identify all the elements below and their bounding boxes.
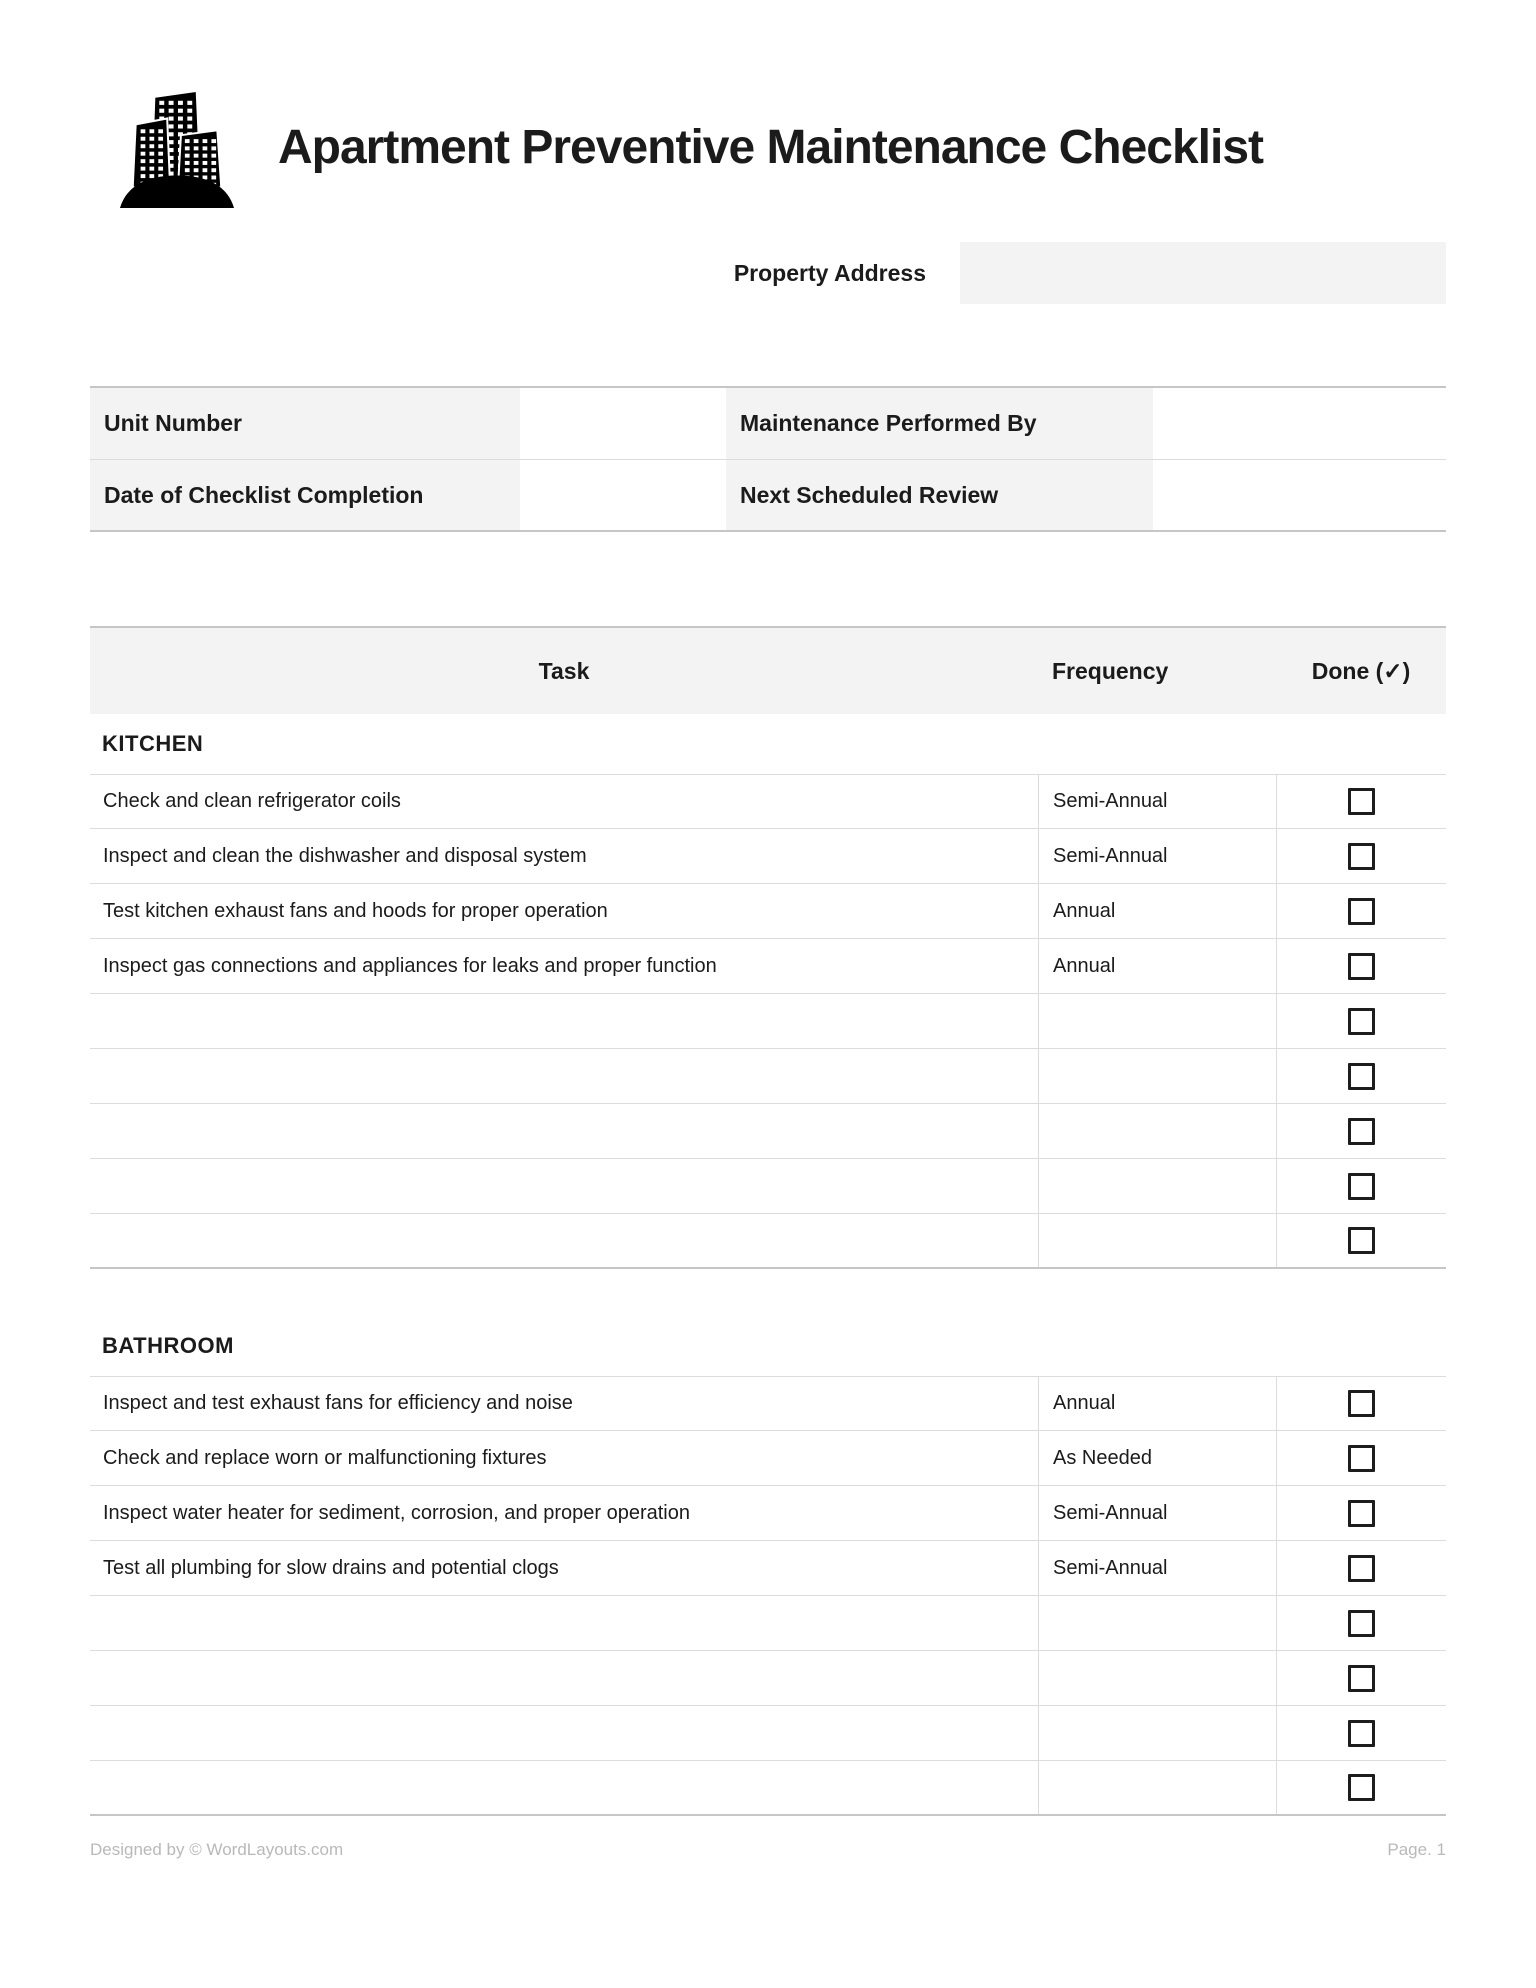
section-heading: BATHROOM	[102, 1333, 234, 1358]
column-header-done: Done (✓)	[1311, 657, 1411, 684]
done-cell	[1276, 1214, 1446, 1267]
done-checkbox[interactable]	[1348, 1227, 1375, 1254]
done-cell	[1276, 994, 1446, 1048]
table-row	[90, 1049, 1446, 1104]
done-checkbox[interactable]	[1348, 1008, 1375, 1035]
section-bathroom	[90, 1316, 1446, 1816]
frequency-cell[interactable]	[1038, 1596, 1276, 1650]
table-row	[90, 1431, 1446, 1486]
section-rows	[90, 774, 1446, 1269]
frequency-cell[interactable]	[1038, 1651, 1276, 1705]
table-row	[90, 939, 1446, 994]
done-cell	[1276, 829, 1446, 883]
done-cell	[1276, 1596, 1446, 1650]
table-row	[90, 1761, 1446, 1816]
info-label-maintenance-performed-by: Maintenance Performed By	[726, 388, 1153, 459]
frequency-cell: Semi-Annual	[1038, 829, 1276, 883]
table-row	[90, 774, 1446, 829]
frequency-cell: Semi-Annual	[1038, 1541, 1276, 1595]
table-row	[90, 1486, 1446, 1541]
frequency-cell[interactable]	[1038, 1104, 1276, 1158]
info-label-date-of-checklist-completion: Date of Checklist Completion	[90, 460, 520, 530]
task-cell: Inspect and clean the dishwasher and disposal system	[103, 844, 587, 867]
frequency-cell[interactable]	[1038, 1049, 1276, 1103]
table-row	[90, 829, 1446, 884]
info-field-date-of-checklist-completion[interactable]	[520, 460, 726, 530]
frequency-cell[interactable]	[1038, 1761, 1276, 1814]
task-cell: Check and replace worn or malfunctioning fixtures	[103, 1446, 547, 1469]
done-cell	[1276, 1706, 1446, 1760]
done-cell	[1276, 1377, 1446, 1430]
frequency-cell: Annual	[1038, 939, 1276, 993]
document-footer	[90, 1832, 1446, 1868]
done-cell	[1276, 1104, 1446, 1158]
task-cell: Test all plumbing for slow drains and potential clogs	[103, 1556, 559, 1579]
section-kitchen	[90, 714, 1446, 1269]
table-row	[90, 1159, 1446, 1214]
done-cell	[1276, 1486, 1446, 1540]
done-cell	[1276, 1431, 1446, 1485]
info-field-maintenance-performed-by[interactable]	[1153, 388, 1446, 459]
done-cell	[1276, 1651, 1446, 1705]
done-checkbox[interactable]	[1348, 1118, 1375, 1145]
done-checkbox[interactable]	[1348, 1610, 1375, 1637]
frequency-cell[interactable]	[1038, 1159, 1276, 1213]
done-cell	[1276, 939, 1446, 993]
done-checkbox[interactable]	[1348, 1720, 1375, 1747]
frequency-cell: Semi-Annual	[1038, 775, 1276, 828]
section-rows	[90, 1376, 1446, 1816]
info-table	[90, 386, 1446, 532]
task-cell[interactable]	[90, 1049, 1038, 1103]
task-cell: Check and clean refrigerator coils	[103, 790, 401, 812]
task-cell[interactable]	[90, 1159, 1038, 1213]
info-field-unit-number[interactable]	[520, 388, 726, 459]
frequency-cell: Annual	[1038, 1377, 1276, 1430]
task-cell: Inspect and test exhaust fans for efficiency and noise	[103, 1392, 573, 1414]
info-field-next-scheduled-review[interactable]	[1153, 460, 1446, 530]
done-cell	[1276, 884, 1446, 938]
done-checkbox[interactable]	[1348, 1555, 1375, 1582]
footer-credit: Designed by © WordLayouts.com	[90, 1840, 344, 1859]
property-address-field[interactable]	[960, 242, 1446, 304]
checklist-column-header	[90, 626, 1446, 714]
column-header-frequency: Frequency	[1052, 657, 1169, 684]
frequency-cell: Semi-Annual	[1038, 1486, 1276, 1540]
task-cell[interactable]	[90, 1596, 1038, 1650]
info-table-row	[90, 388, 1446, 460]
done-checkbox[interactable]	[1348, 1390, 1375, 1417]
table-row	[90, 884, 1446, 939]
task-cell[interactable]	[90, 1214, 1038, 1267]
document-header	[90, 86, 1446, 208]
task-cell: Inspect water heater for sediment, corrosion, and proper operation	[103, 1501, 690, 1524]
table-row	[90, 1376, 1446, 1431]
task-cell[interactable]	[90, 1651, 1038, 1705]
done-checkbox[interactable]	[1348, 788, 1375, 815]
frequency-cell: As Needed	[1038, 1431, 1276, 1485]
done-cell	[1276, 1049, 1446, 1103]
property-address-label: Property Address	[733, 259, 926, 286]
done-checkbox[interactable]	[1348, 953, 1375, 980]
building-skyline-icon	[118, 86, 236, 208]
done-cell	[1276, 1541, 1446, 1595]
done-checkbox[interactable]	[1348, 843, 1375, 870]
done-checkbox[interactable]	[1348, 1063, 1375, 1090]
checklist-sections	[90, 714, 1446, 1816]
info-label-next-scheduled-review: Next Scheduled Review	[726, 460, 1153, 530]
done-checkbox[interactable]	[1348, 1173, 1375, 1200]
table-row	[90, 1104, 1446, 1159]
table-row	[90, 994, 1446, 1049]
frequency-cell: Annual	[1038, 884, 1276, 938]
done-checkbox[interactable]	[1348, 1445, 1375, 1472]
done-checkbox[interactable]	[1348, 1500, 1375, 1527]
done-checkbox[interactable]	[1348, 898, 1375, 925]
done-checkbox[interactable]	[1348, 1774, 1375, 1801]
page-title: Apartment Preventive Maintenance Checklist	[278, 120, 1264, 174]
done-cell	[1276, 1761, 1446, 1814]
table-row	[90, 1596, 1446, 1651]
frequency-cell[interactable]	[1038, 1214, 1276, 1267]
task-cell[interactable]	[90, 1104, 1038, 1158]
table-row	[90, 1706, 1446, 1761]
info-label-unit-number: Unit Number	[90, 388, 520, 459]
done-checkbox[interactable]	[1348, 1665, 1375, 1692]
done-cell	[1276, 1159, 1446, 1213]
done-cell	[1276, 775, 1446, 828]
task-cell[interactable]	[90, 1706, 1038, 1760]
property-address-row	[90, 242, 1446, 304]
frequency-cell[interactable]	[1038, 994, 1276, 1048]
task-cell: Test kitchen exhaust fans and hoods for proper operation	[103, 899, 608, 922]
task-cell[interactable]	[90, 994, 1038, 1048]
task-cell[interactable]	[90, 1761, 1038, 1814]
table-row	[90, 1651, 1446, 1706]
frequency-cell[interactable]	[1038, 1706, 1276, 1760]
table-row	[90, 1541, 1446, 1596]
table-row	[90, 1214, 1446, 1269]
footer-page-number: Page. 1	[1387, 1840, 1446, 1859]
section-heading: KITCHEN	[102, 731, 204, 756]
task-cell: Inspect gas connections and appliances for leaks and proper function	[103, 954, 717, 977]
column-header-task: Task	[538, 657, 590, 684]
info-table-row	[90, 460, 1446, 532]
